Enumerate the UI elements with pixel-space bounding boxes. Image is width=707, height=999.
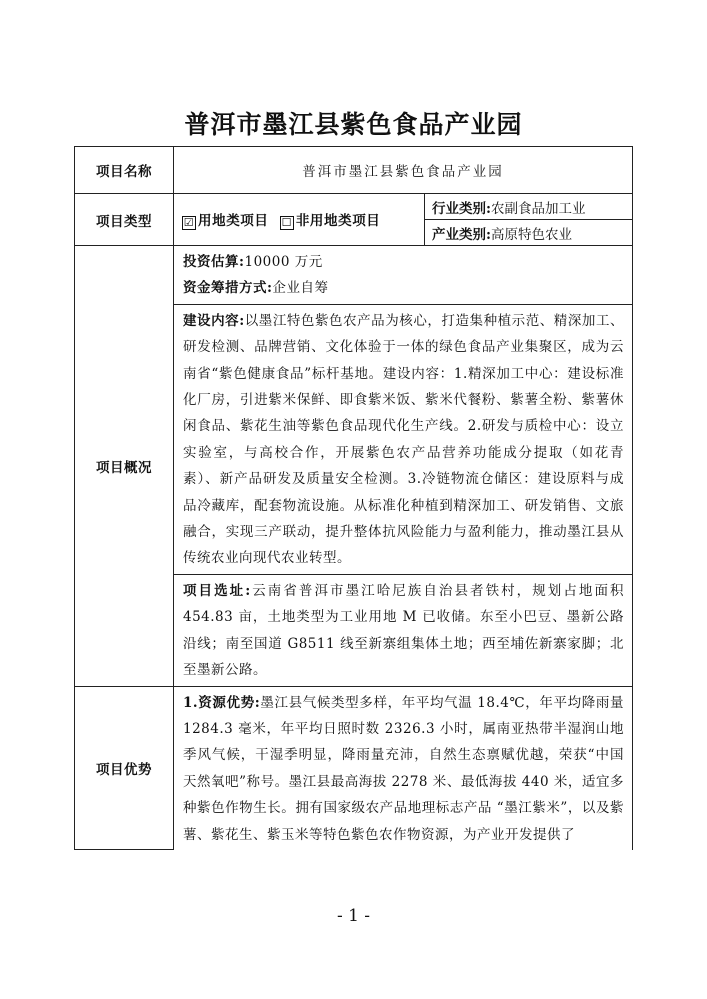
checked-box-icon[interactable]: ☑ [183,216,195,229]
investment-line [183,249,624,275]
investment-value: 10000 万元 [244,254,323,270]
construction-text: 以墨江特色紫色农产品为核心，打造集种植示范、精深加工、研发检测、品牌营销、文化体验于一体的绿色食品产业集聚区，成为云南省“紫色健康食品”标杆基地。建设内容：1.精深加工中心：建设标准化厂房，引进紫米保鲜、即食紫米饭、紫米代餐粉、紫薯全粉、紫薯休闲食品、紫花生油等紫色食品现代化生产线。2.研发与质检中心：设立实验室，与高校合作，开展紫色农产品营养功能成分提取（如花青素）、新产品研发及质量安全检测。3.冷链物流仓储区：建设原料与成品冷藏库，配套物流设施。从标准化种植到精深加工、研发销售、文旅融合，实现三产联动，提升整体抗风险能力与盈利能力，推动墨江县从传统农业向现代农业转型。 [183,312,625,567]
project-type-row-top [75,194,633,220]
industry-type-value: 高原特色农业 [490,226,572,243]
non-land-use-option-label: 非用地类项目 [295,213,381,229]
site-text: 云南省普洱市墨江哈尼族自治县者铁村，规划占地面积 454.83 亩，土地类型为工业用地 M 已收储。东至小巴豆、墨新公路沿线；南至国道 G8511 线至新寨组集体土地；西至埔佐新寨家脚；北至墨新公路。 [183,582,625,679]
site-label: 项目选址: [183,582,251,599]
industry-type-label: 产业类别: [432,226,491,243]
project-site-cell [174,574,633,686]
funding-label: 资金筹措方式: [183,280,273,297]
page-number: - 1 - [336,906,371,926]
funding-value: 企业自筹 [272,280,329,297]
investment-label: 投资估算: [183,254,245,270]
document-title: 普洱市墨江县紫色食品产业园 [184,110,523,139]
investment-funding-cell [174,246,633,305]
project-overview-row-investment [75,246,633,305]
resource-advantage-label: 1.资源优势: [183,694,261,711]
unchecked-box-icon[interactable]: ☐ [281,216,293,229]
project-advantage-label: 项目优势 [75,686,174,850]
industry-category-value: 农副食品加工业 [490,200,586,217]
project-name-row [75,147,633,194]
project-advantage-row [75,686,633,850]
project-name-label: 项目名称 [75,147,174,194]
industry-type-cell [425,220,633,246]
construction-content-cell [174,304,633,574]
construction-label: 建设内容: [183,312,245,329]
funding-line [183,275,624,301]
project-type-label: 项目类型 [75,194,174,246]
resource-advantage-cell [174,686,633,850]
project-info-table [74,146,633,850]
project-overview-label: 项目概况 [75,246,174,687]
project-name-value: 普洱市墨江县紫色食品产业园 [174,147,633,194]
land-use-option-label: 用地类项目 [198,213,269,229]
land-use-options [174,194,425,246]
industry-category-label: 行业类别: [432,200,491,217]
industry-category-cell [425,194,633,220]
resource-advantage-text: 墨江县气候类型多样，年平均气温 18.4℃，年平均降雨量 1284.3 毫米，年平均日照时数 2326.3 小时，属南亚热带半湿润山地季风气候，干湿季明显，降雨量充沛，自然生态禀赋优越，荣获“中国天然氧吧”称号。墨江县最高海拔 2278 米、最低海拔 440 米，适宜多种紫色作物生长。拥有国家级农产品地理标志产品 “墨江紫米”，以及紫薯、紫花生、紫玉米等特色紫色农作物资源，为产业开发提供了 [183,694,625,843]
